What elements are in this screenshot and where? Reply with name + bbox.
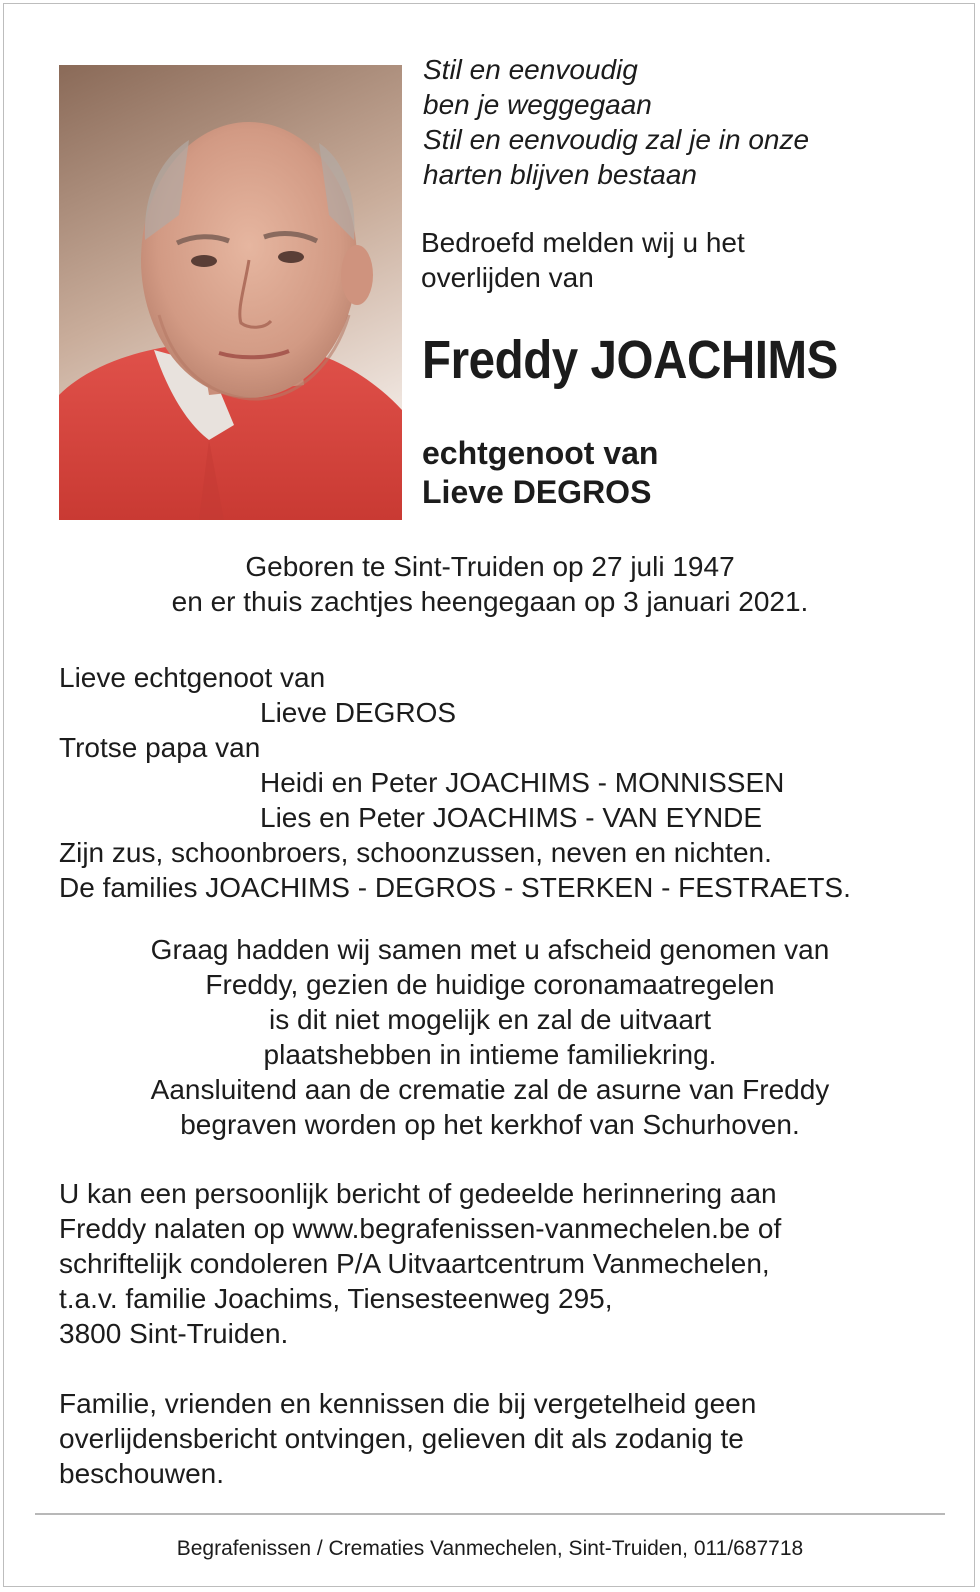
family-child: Lies en Peter JOACHIMS - VAN EYNDE: [260, 802, 763, 833]
notice-text: [59, 1386, 939, 1491]
notice-line: overlijdensbericht ontvingen, gelieven dit als zodanig te: [59, 1423, 744, 1454]
death-line: en er thuis zachtjes heengegaan op 3 januari 2021.: [171, 586, 809, 617]
condolence-text: [59, 1176, 939, 1351]
family-spouse-name: Lieve DEGROS: [260, 697, 457, 728]
spouse-name: Lieve DEGROS: [422, 474, 652, 510]
condolence-line: U kan een persoonlijk bericht of gedeelde herinnering aan: [59, 1178, 777, 1209]
condolence-line: t.a.v. familie Joachims, Tiensesteenweg 295,: [59, 1283, 613, 1314]
farewell-line: Freddy, gezien de huidige coronamaatregelen: [205, 969, 775, 1000]
poem-line: Stil en eenvoudig zal je in onze: [423, 124, 810, 155]
spouse-label: echtgenoot van: [422, 435, 659, 471]
family-relatives: Zijn zus, schoonbroers, schoonzussen, neven en nichten.: [59, 837, 772, 868]
family-spouse-label: Lieve echtgenoot van: [59, 662, 326, 693]
poem-line: ben je weggegaan: [423, 89, 652, 120]
poem-line: harten blijven bestaan: [423, 159, 697, 190]
family-child: Heidi en Peter JOACHIMS - MONNISSEN: [260, 767, 785, 798]
condolence-line: 3800 Sint-Truiden.: [59, 1318, 289, 1349]
family-children-label: Trotse papa van: [59, 732, 261, 763]
funeral-home-footer: Begrafenissen / Crematies Vanmechelen, Sint-Truiden, 011/687718: [176, 1537, 804, 1560]
poem: [423, 52, 943, 192]
birth-death-info: [0, 549, 980, 619]
notice-line: beschouwen.: [59, 1458, 225, 1489]
portrait-photo: [59, 65, 402, 520]
intro-line: Bedroefd melden wij u het: [421, 227, 745, 258]
condolence-line: Freddy nalaten op www.begrafenissen-vanmechelen.be of: [59, 1213, 782, 1244]
farewell-line: Aansluitend aan de crematie zal de asurne van Freddy: [150, 1074, 830, 1105]
condolence-line: schriftelijk condoleren P/A Uitvaartcentrum Vanmechelen,: [59, 1248, 770, 1279]
intro-text: [421, 225, 941, 295]
family-list: [59, 660, 939, 905]
farewell-line: begraven worden op het kerkhof van Schurhoven.: [180, 1109, 800, 1140]
family-families: De families JOACHIMS - DEGROS - STERKEN - FESTRAETS.: [59, 872, 851, 903]
poem-line: Stil en eenvoudig: [423, 54, 638, 85]
intro-line: overlijden van: [421, 262, 594, 293]
notice-line: Familie, vrienden en kennissen die bij vergetelheid geen: [59, 1388, 757, 1419]
farewell-text: [0, 932, 980, 1142]
spouse-heading: [422, 434, 658, 512]
birth-line: Geboren te Sint-Truiden op 27 juli 1947: [245, 551, 735, 582]
farewell-line: is dit niet mogelijk en zal de uitvaart: [269, 1004, 711, 1035]
deceased-name: Freddy JOACHIMS: [422, 330, 838, 390]
footer-divider: [35, 1513, 945, 1515]
farewell-line: plaatshebben in intieme familiekring.: [263, 1039, 717, 1070]
farewell-line: Graag hadden wij samen met u afscheid genomen van: [150, 934, 830, 965]
